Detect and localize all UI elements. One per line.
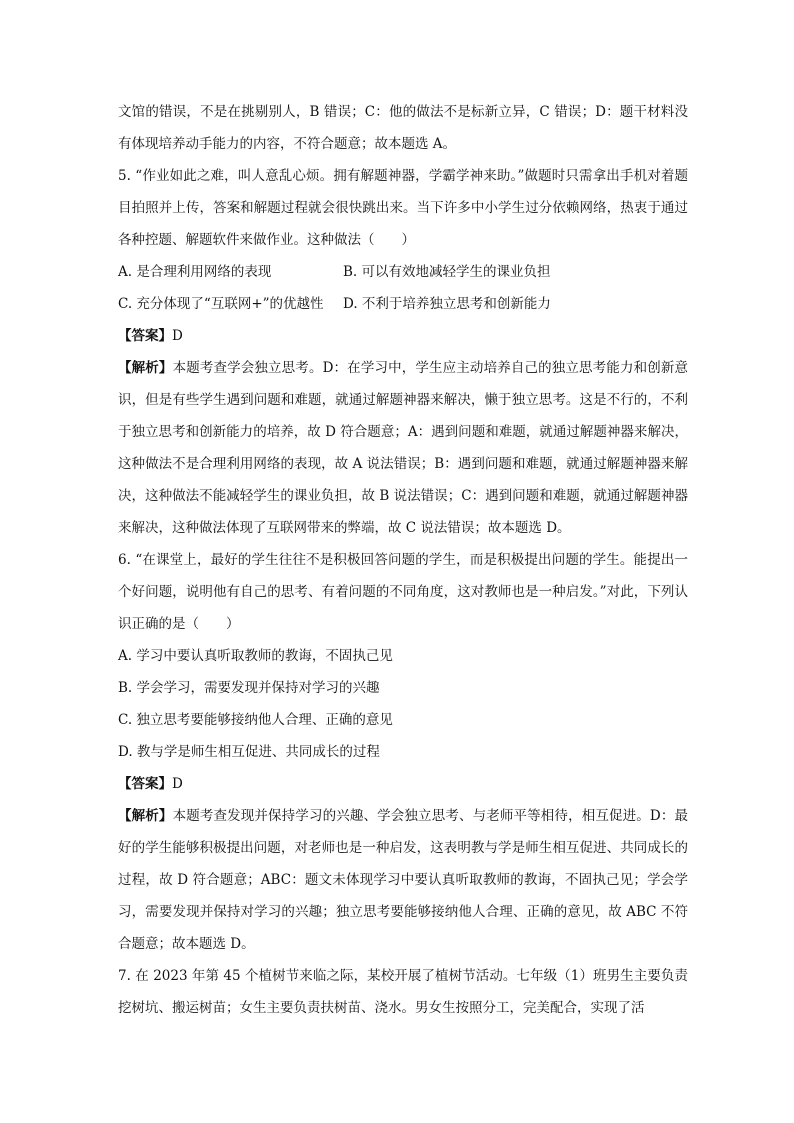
q5-options-row-1 xyxy=(118,256,688,288)
q5-analysis-tag: 【解析】 xyxy=(118,360,173,376)
q6-answer-tag: 【答案】 xyxy=(118,776,172,792)
q6-analysis-tag: 【解析】 xyxy=(118,808,173,824)
q6-option-b: B. 学会学习，需要发现并保持对学习的兴趣 xyxy=(118,680,380,696)
q5-option-b: B. 可以有效地减轻学生的课业负担 xyxy=(343,264,551,280)
q6-answer xyxy=(118,768,688,800)
q5-option-a: A. 是合理利用网络的表现 xyxy=(118,264,272,280)
q5-answer xyxy=(118,320,688,352)
q6-option-c: C. 独立思考要能够接纳他人合理、正确的意见 xyxy=(118,712,393,728)
q5-stem: 5. “作业如此之难，叫人意乱心烦。拥有解题神器，学霸学神来助。”做题时只需拿出手机对着题目拍照并上传，答案和解题过程就会很快跳出来。当下许多中小学生过分依赖网络，热衷于通过各种控题、解题软件来做作业。这种做法（ ） xyxy=(118,168,688,248)
document-body xyxy=(118,96,688,1024)
q5-analysis-text: 本题考查学会独立思考。D：在学习中，学生应主动培养自己的独立思考能力和创新意识，但是有些学生遇到问题和难题，就通过解题神器来解决，懒于独立思考。这是不行的，不利于独立思考和创新能力的培养，故 D 符合题意；A：遇到问题和难题，就通过解题神器来解决，这种做法不是合理利用网络的表现，故 A 说法错误；B：遇到问题和难题，就通过解题神器来解决，这种做法不能减轻学生的课业负担，故 B 说法错误；C：遇到问题和难题，就通过解题神器来解决，这种做法体现了互联网带来的弊端，故 C 说法错误；故本题选 D。 xyxy=(118,360,689,536)
q5-option-d: D. 不利于培养独立思考和创新能力 xyxy=(343,296,551,312)
q6-option-d: D. 教与学是师生相互促进、共同成长的过程 xyxy=(118,744,380,760)
q5-option-c: C. 充分体现了“互联网+”的优越性 xyxy=(118,296,324,312)
q5-answer-tag: 【答案】 xyxy=(118,328,172,344)
q6-answer-value: D xyxy=(172,776,183,792)
q7-stem: 7. 在 2023 年第 45 个植树节来临之际，某校开展了植树节活动。七年级（1）班男生主要负责挖树坑、搬运树苗；女生主要负责扶树苗、浇水。男女生按照分工，完美配合，实现了活 xyxy=(118,968,688,1016)
q5-options-row-2 xyxy=(118,288,688,320)
q5-analysis xyxy=(118,352,688,544)
q6-option-a: A. 学习中要认真听取教师的教诲，不固执己见 xyxy=(118,648,393,664)
q4-analysis-tail: 文馆的错误，不是在挑剔别人，B 错误；C：他的做法不是标新立异，C 错误；D：题干材料没有体现培养动手能力的内容，不符合题意；故本题选 A。 xyxy=(118,104,688,152)
q5-answer-value: D xyxy=(172,328,183,344)
q6-analysis xyxy=(118,800,688,960)
q6-analysis-text: 本题考查发现并保持学习的兴趣、学会独立思考、与老师平等相待，相互促进。D：最好的学生能够积极提出问题，对老师也是一种启发，这表明教与学是师生相互促进、共同成长的过程，故 D 符合题意；ABC：题文未体现学习中要认真听取教师的教诲，不固执己见；学会学习，需要发现并保持对学习的兴趣；独立思考要能够接纳他人合理、正确的意见，故 ABC 不符合题意；故本题选 D。 xyxy=(118,808,689,952)
q6-stem: 6. “在课堂上，最好的学生往往不是积极回答问题的学生，而是积极提出问题的学生。能提出一个好问题，说明他有自己的思考、有着问题的不同角度，这对教师也是一种启发。”对此，下列认识正确的是（ ） xyxy=(118,552,688,632)
